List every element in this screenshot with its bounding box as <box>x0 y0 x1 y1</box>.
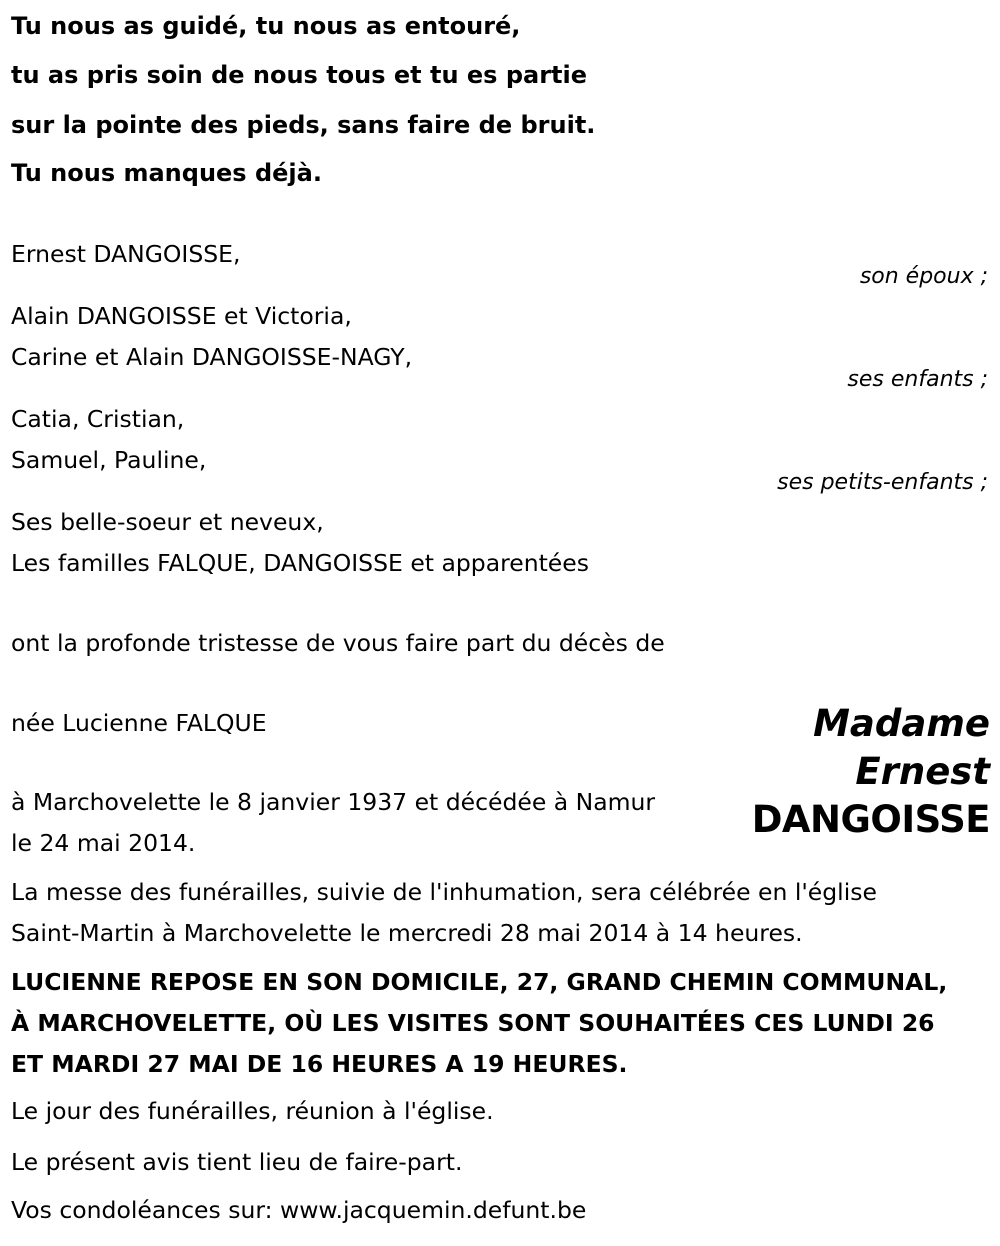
grandchildren-role: ses petits-enfants ; <box>777 470 988 495</box>
grandchild-names-1: Catia, Cristian, <box>11 405 185 433</box>
birth-death-line-1: à Marchovelette le 8 janvier 1937 et décédée à Namur <box>11 788 656 816</box>
visit-line-3: ET MARDI 27 MAI DE 16 HEURES A 19 HEURES. <box>11 1050 628 1078</box>
announcement: ont la profonde tristesse de vous faire part du décès de <box>11 629 665 657</box>
other-family-2: Les familles FALQUE, DANGOISSE et apparentées <box>11 549 589 577</box>
deceased-name <box>752 700 990 844</box>
spouse-role: son époux ; <box>859 264 988 289</box>
other-family-1: Ses belle-soeur et neveux, <box>11 508 324 536</box>
visit-line-2: À MARCHOVELETTE, OÙ LES VISITES SONT SOUHAITÉES CES LUNDI 26 <box>11 1009 935 1037</box>
footer-notice: Le présent avis tient lieu de faire-part. <box>11 1148 463 1176</box>
grandchild-names-2: Samuel, Pauline, <box>11 446 207 474</box>
children-role: ses enfants ; <box>847 367 988 392</box>
footer-condolences: Vos condoléances sur: www.jacquemin.defunt.be <box>11 1196 587 1224</box>
footer-meeting: Le jour des funérailles, réunion à l'église. <box>11 1097 494 1125</box>
spouse-name: Ernest DANGOISSE, <box>11 240 241 268</box>
poem-line-2: tu as pris soin de nous tous et tu es partie <box>11 61 587 89</box>
child-name-1: Alain DANGOISSE et Victoria, <box>11 302 352 330</box>
poem-line-4: Tu nous manques déjà. <box>11 159 322 187</box>
poem-line-3: sur la pointe des pieds, sans faire de bruit. <box>11 111 596 139</box>
deceased-name-line-3: DANGOISSE <box>751 798 990 841</box>
poem-line-1: Tu nous as guidé, tu nous as entouré, <box>11 12 521 40</box>
deceased-name-line-1: Madame <box>813 702 990 745</box>
funeral-line-2: Saint-Martin à Marchovelette le mercredi 28 mai 2014 à 14 heures. <box>11 919 803 947</box>
birth-name: née Lucienne FALQUE <box>11 709 267 737</box>
visit-line-1: LUCIENNE REPOSE EN SON DOMICILE, 27, GRAND CHEMIN COMMUNAL, <box>11 968 948 996</box>
birth-death-line-2: le 24 mai 2014. <box>11 829 196 857</box>
deceased-name-line-2: Ernest <box>855 750 990 793</box>
child-name-2: Carine et Alain DANGOISSE-NAGY, <box>11 343 413 371</box>
funeral-line-1: La messe des funérailles, suivie de l'inhumation, sera célébrée en l'église <box>11 878 877 906</box>
